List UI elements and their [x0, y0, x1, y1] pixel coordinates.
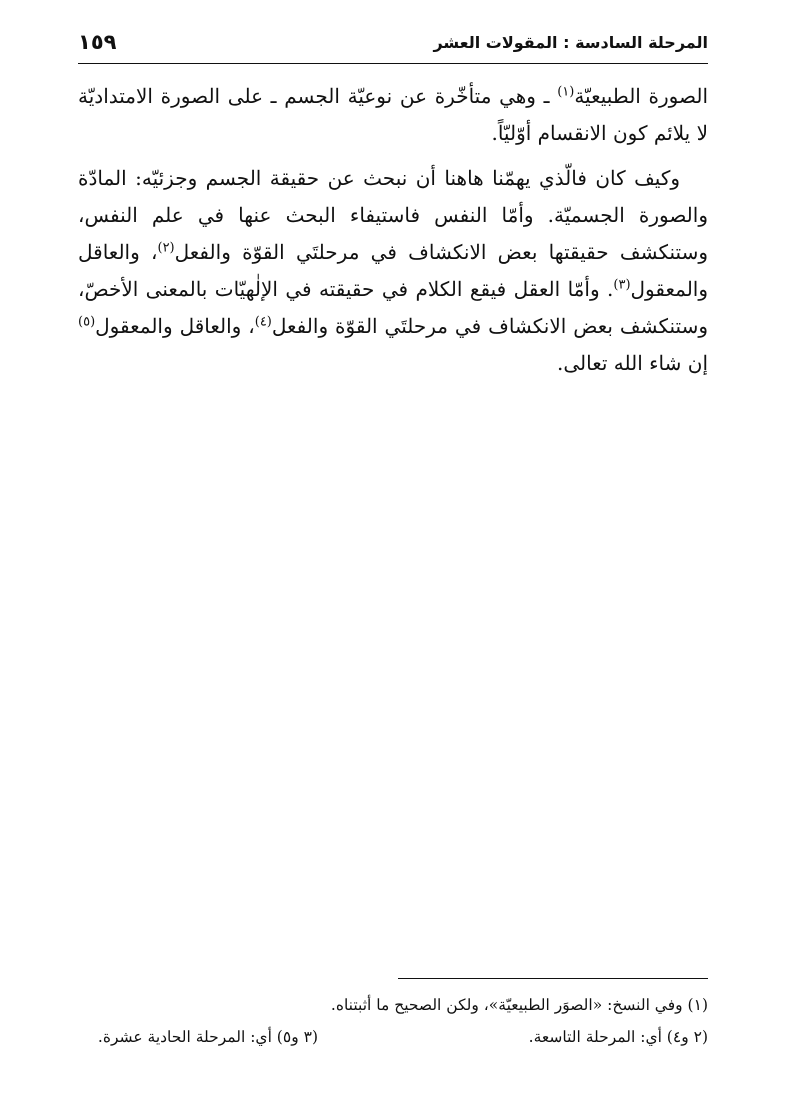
paragraph-2-text-3: . وأمّا العقل فيقع الكلام في حقيقته في الإلٰهيّات بالمعنى الأخصّ، وستنكشف بعض الانكشاف في مرحلتَي القوّة والفعل: [78, 277, 708, 338]
paragraph-1: [78, 78, 708, 152]
footnote-ref-2[interactable]: (٢): [157, 240, 175, 256]
footnote-2: (٢ و٤) أي: المرحلة التاسعة.: [528, 1028, 708, 1046]
running-title: المرحلة السادسة : المقولات العشر: [433, 33, 708, 52]
footnote-ref-5[interactable]: (٥): [78, 314, 96, 330]
paragraph-2: [78, 160, 708, 382]
footnote-ref-1[interactable]: (١): [557, 84, 575, 100]
body-text: [78, 78, 708, 390]
header-rule: [78, 63, 708, 64]
paragraph-1-text-1: الصورة الطبيعيّة: [574, 84, 708, 108]
paragraph-2-text-2: ، والعاقل والمعقول: [78, 240, 709, 301]
footnote-3: (٣ و٥) أي: المرحلة الحادية عشرة.: [97, 1028, 318, 1046]
page-header: [78, 30, 708, 64]
paragraph-2-text-1: وكيف كان فالّذي يهمّنا هاهنا أن نبحث عن حقيقة الجسم وجزئيّه: المادّة والصورة الجسميّة. وأمّا النفس فاستيفاء البحث عنها في علم النفس، وستنكشف حقيقتها بعض الانكشاف في مرحلتَي القوّة والفعل: [78, 166, 708, 264]
footnote-ref-3[interactable]: (٣): [613, 277, 631, 293]
footnote-rule: [398, 978, 708, 979]
page-number: ١٥٩: [78, 30, 117, 54]
paragraph-2-text-5: إن شاء الله تعالى.: [557, 351, 708, 375]
paragraph-1-text-2: ـ وهي متأخّرة عن نوعيّة الجسم ـ على الصورة الامتداديّة لا يلائم كون الانقسام أوّليّاً.: [78, 84, 708, 145]
paragraph-2-text-4: ، والعاقل والمعقول: [95, 314, 255, 338]
footnote-ref-4[interactable]: (٤): [254, 314, 272, 330]
footnote-1: (١) وفي النسخ: «الصوَر الطبيعيّة»، ولكن الصحيح ما أثبتناه.: [330, 996, 708, 1014]
